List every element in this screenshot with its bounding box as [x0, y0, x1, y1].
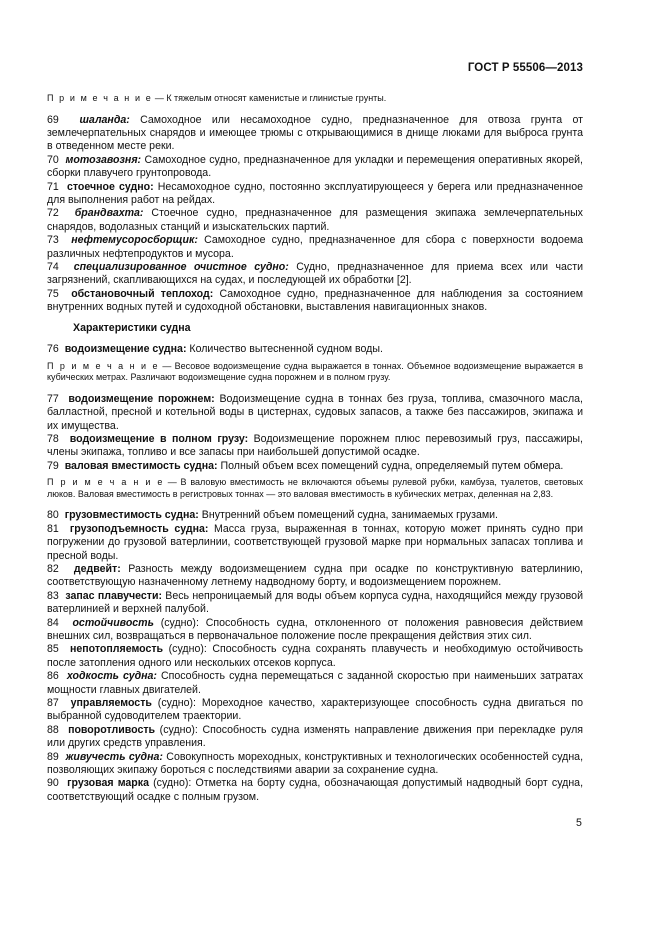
page-number: 5	[576, 817, 582, 829]
term-definition: Количество вытесненной судном воды.	[186, 343, 383, 356]
term-number: 75	[47, 287, 59, 300]
term-qualifier: (судно):	[163, 643, 207, 656]
term-name: стоечное судно:	[66, 180, 154, 193]
term-entry	[47, 288, 583, 315]
term-name: ходкость судна:	[66, 670, 157, 683]
document-header: ГОСТ Р 55506—2013	[467, 62, 583, 74]
term-number: 74	[47, 261, 59, 274]
term-name: шаланда:	[79, 113, 130, 126]
term-name: водоизмещение порожнем:	[68, 392, 215, 405]
term-name: поворотливость	[68, 723, 156, 736]
term-entry	[47, 433, 583, 460]
term-name: брандвахта:	[74, 207, 144, 220]
term-number: 72	[47, 207, 59, 220]
term-name: живучесть судна:	[65, 750, 163, 763]
term-name: мотозавозня:	[65, 153, 142, 166]
term-number: 88	[47, 723, 59, 736]
term-definition: Самоходное судно, предназначенное для сбора с поверхности водоема различных нефтепродуктов и мусора.	[47, 234, 584, 260]
term-definition: Весь непроницаемый для воды объем корпуса судна, находящийся между грузовой ватерлинией и верхней палубой.	[47, 589, 583, 616]
note-text: — К тяжелым относят каменистые и глинистые грунты.	[154, 93, 387, 103]
term-number: 79	[47, 459, 59, 472]
term-number: 77	[47, 392, 59, 405]
term-entry	[47, 207, 583, 234]
term-entry	[47, 261, 583, 288]
term-number: 87	[47, 697, 59, 709]
term-number: 78	[47, 432, 59, 445]
term-qualifier: (судно):	[148, 777, 192, 790]
entries-displacement	[47, 393, 583, 473]
term-name: специализированное очистное судно:	[73, 261, 289, 274]
term-number: 85	[47, 643, 59, 656]
term-entry	[47, 509, 583, 522]
term-definition: Мореходное качество, характеризующее способность судна двигаться по выбранной судоводителем траектории.	[47, 697, 584, 723]
term-name: дедвейт:	[73, 562, 121, 575]
term-definition: Водоизмещение порожнем плюс перевозимый груз, пассажиры, члены экипажа, топливо и все запасы при наибольшей допустимой осадке.	[47, 432, 583, 459]
term-name: остойчивость	[72, 616, 154, 629]
note-label: П р и м е ч а н и е	[47, 477, 164, 488]
term-entry	[47, 563, 583, 590]
term-name: управляемость	[70, 697, 152, 709]
term-name: нефтемусоросборщик:	[71, 234, 198, 247]
note-text: — В валовую вместимость не включаются объемы рулевой рубки, камбуза, туалетов, световых люков. Валовая вместимость в регистровых тоннах — это валовая вместимость в кубических метрах, деленная на 2,83.	[47, 477, 583, 499]
term-name: грузовая марка	[67, 777, 149, 790]
term-qualifier: (судно):	[151, 697, 196, 709]
term-name: грузовместимость судна:	[64, 509, 199, 522]
term-definition: Масса груза, выраженная в тоннах, которую может принять судно при погружении до грузовой ватерлинии, соответствующей грузовой марке при нормальных запасах топлива и пресной воды.	[47, 522, 583, 562]
term-entry	[47, 154, 583, 181]
term-definition: Способность судна изменять направление движения при перекладке руля или других средств управления.	[47, 723, 583, 750]
entries-ships	[47, 114, 583, 315]
term-number: 81	[47, 522, 59, 535]
term-definition: Самоходное или несамоходное судно, предназначенное для отвоза грунта от землечерпательных снарядов и имеющее трюмы с открывающимися в днище люками для выброса грунта в отведенном месте реки.	[47, 113, 583, 153]
term-definition: Совокупность мореходных, конструктивных и технологических особенностей судна, позволяющих экипажу бороться с последствиями аварии за сохранение судна.	[47, 750, 584, 777]
term-number: 83	[47, 589, 59, 602]
term-qualifier: (судно):	[153, 616, 199, 629]
term-definition: Способность судна, отклоненного от положения равновесия действием внешних сил, возвращаться в первоначальное положение после прекращения действия этих сил.	[47, 616, 584, 642]
term-entry	[47, 697, 583, 724]
term-definition: Водоизмещение судна в тоннах без груза, топлива, смазочного масла, балластной, пресной и котельной воды в цистернах, судовых запасов, а также без пассажиров, экипажа и их имущества.	[47, 392, 583, 432]
term-entry	[47, 643, 583, 670]
term-entry	[47, 777, 583, 804]
note-3	[47, 477, 583, 500]
term-entry	[47, 114, 583, 154]
term-entry	[47, 181, 583, 208]
term-definition: Разность между водоизмещением судна при осадке по конструктивную ватерлинию, соответствующую назначенному летнему надводному борту, и водоизмещением порожнем.	[47, 562, 583, 589]
term-number: 90	[47, 777, 59, 790]
term-name: обстановочный теплоход:	[71, 287, 214, 300]
term-number: 84	[47, 616, 59, 629]
term-entry	[47, 590, 583, 617]
term-name: валовая вместимость судна:	[64, 459, 218, 472]
term-definition: Отметка на борту судна, обозначающая допустимый надводный борт судна, соответствующий осадке с полным грузом.	[47, 777, 584, 803]
term-definition: Самоходное судно, предназначенное для наблюдения за состоянием внутренних водных путей и судоходной обстановки, выставления навигационных знаков.	[47, 287, 584, 314]
term-qualifier: (судно):	[155, 723, 198, 736]
term-number: 86	[47, 670, 59, 683]
term-definition: Способность судна перемещаться с заданной скоростью при наименьших затратах мощности главных двигателей.	[47, 670, 584, 696]
term-definition: Судно, предназначенное для приема всех или части загрязнений, скапливающихся на судах, и последующей их обработки [2].	[47, 261, 584, 287]
term-number: 82	[47, 562, 59, 575]
term-name: грузоподъемность судна:	[69, 522, 209, 535]
term-entry	[47, 393, 583, 433]
term-definition: Самоходное судно, предназначенное для укладки и перемещения оперативных якорей, сборки плавучего грунтопровода.	[47, 153, 583, 180]
note-label: П р и м е ч а н и е	[47, 93, 153, 103]
term-entry	[47, 460, 583, 473]
term-entry	[47, 724, 583, 751]
note-text: — Весовое водоизмещение судна выражается в тоннах. Объемное водоизмещение выражается в кубических метрах. Различают водоизмещение судна порожнем и в полном грузу.	[47, 360, 583, 383]
term-number: 89	[47, 750, 59, 763]
term-entry	[47, 343, 583, 356]
term-definition: Внутренний объем помещений судна, занимаемых грузами.	[198, 509, 498, 522]
term-definition: Несамоходное судно, постоянно эксплуатирующееся у берега или предназначенное для выполнения работ на рейдах.	[47, 180, 583, 207]
document-body	[47, 93, 583, 804]
term-name: водоизмещение судна:	[64, 343, 187, 356]
term-name: запас плавучести:	[65, 589, 162, 602]
term-name: водоизмещение в полном грузу:	[69, 432, 249, 445]
term-number: 69	[47, 113, 59, 126]
term-definition: Полный объем всех помещений судна, определяемый путем обмера.	[217, 459, 564, 472]
term-number: 73	[47, 234, 59, 247]
term-number: 71	[47, 180, 59, 193]
note-1	[47, 93, 583, 105]
note-2	[47, 361, 583, 384]
term-number: 70	[47, 153, 59, 166]
term-definition: Стоечное судно, предназначенное для размещения экипажа землечерпательных снарядов, водолазных станций и изыскательских партий.	[47, 207, 583, 233]
term-entry	[47, 751, 583, 778]
note-label: П р и м е ч а н и е	[47, 360, 160, 371]
term-name: непотопляемость	[69, 643, 164, 656]
term-entry	[47, 523, 583, 563]
term-number: 80	[47, 509, 59, 522]
term-entry	[47, 670, 583, 697]
term-number: 76	[47, 343, 59, 356]
term-entry	[47, 617, 583, 644]
section-title: Характеристики судна	[73, 321, 191, 334]
entries-characteristics	[47, 509, 583, 804]
term-entry	[47, 234, 583, 261]
term-definition: Способность судна сохранять плавучесть и необходимую остойчивость после затопления одного или нескольких отсеков корпуса.	[47, 643, 584, 669]
